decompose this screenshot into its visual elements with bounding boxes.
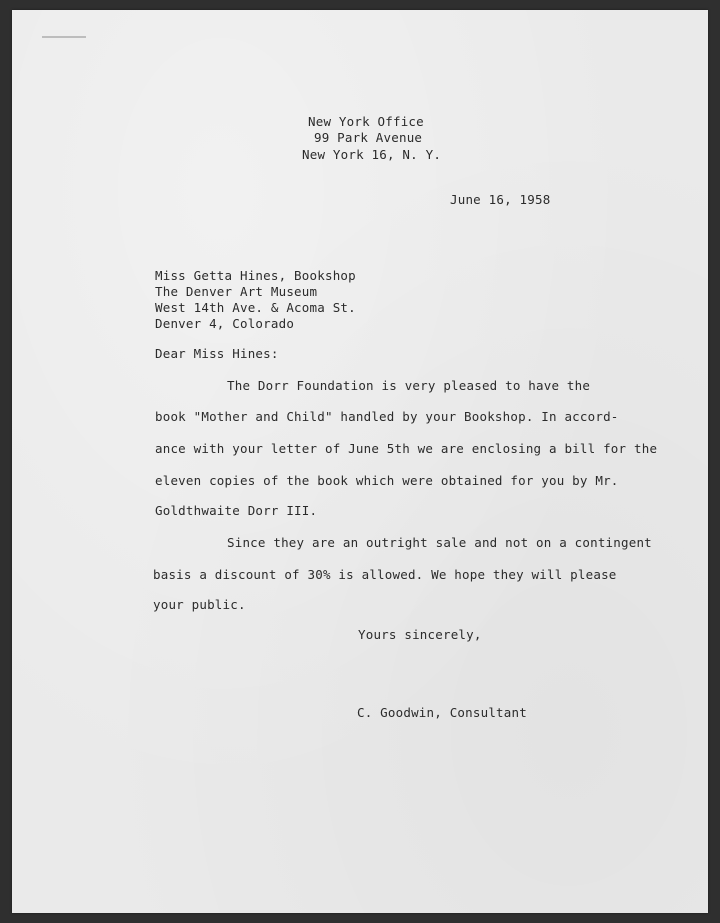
closing: Yours sincerely, (358, 627, 482, 642)
paragraph-2-line-3: your public. (153, 597, 246, 612)
recipient-line-1: Miss Getta Hines, Bookshop (155, 268, 356, 283)
paragraph-2-line-2: basis a discount of 30% is allowed. We hope they will please (153, 567, 617, 582)
signature-line: C. Goodwin, Consultant (357, 705, 527, 720)
header-street: 99 Park Avenue (314, 130, 423, 145)
paragraph-1-line-3: ance with your letter of June 5th we are enclosing a bill for the (155, 441, 658, 456)
letter-page (12, 10, 708, 913)
salutation: Dear Miss Hines: (155, 346, 279, 361)
paragraph-1-line-2: book "Mother and Child" handled by your Bookshop. In accord- (155, 409, 619, 424)
paragraph-1-line-5: Goldthwaite Dorr III. (155, 503, 318, 518)
paragraph-1-line-1: The Dorr Foundation is very pleased to have the (227, 378, 591, 393)
letter-body (12, 10, 708, 913)
recipient-line-4: Denver 4, Colorado (155, 316, 295, 331)
header-office: New York Office (308, 114, 424, 129)
header-city: New York 16, N. Y. (302, 147, 442, 162)
paragraph-2-line-1: Since they are an outright sale and not on a contingent (227, 535, 652, 550)
letter-date: June 16, 1958 (450, 192, 551, 207)
paragraph-1-line-4: eleven copies of the book which were obtained for you by Mr. (155, 473, 619, 488)
recipient-line-2: The Denver Art Museum (155, 284, 318, 299)
recipient-line-3: West 14th Ave. & Acoma St. (155, 300, 356, 315)
